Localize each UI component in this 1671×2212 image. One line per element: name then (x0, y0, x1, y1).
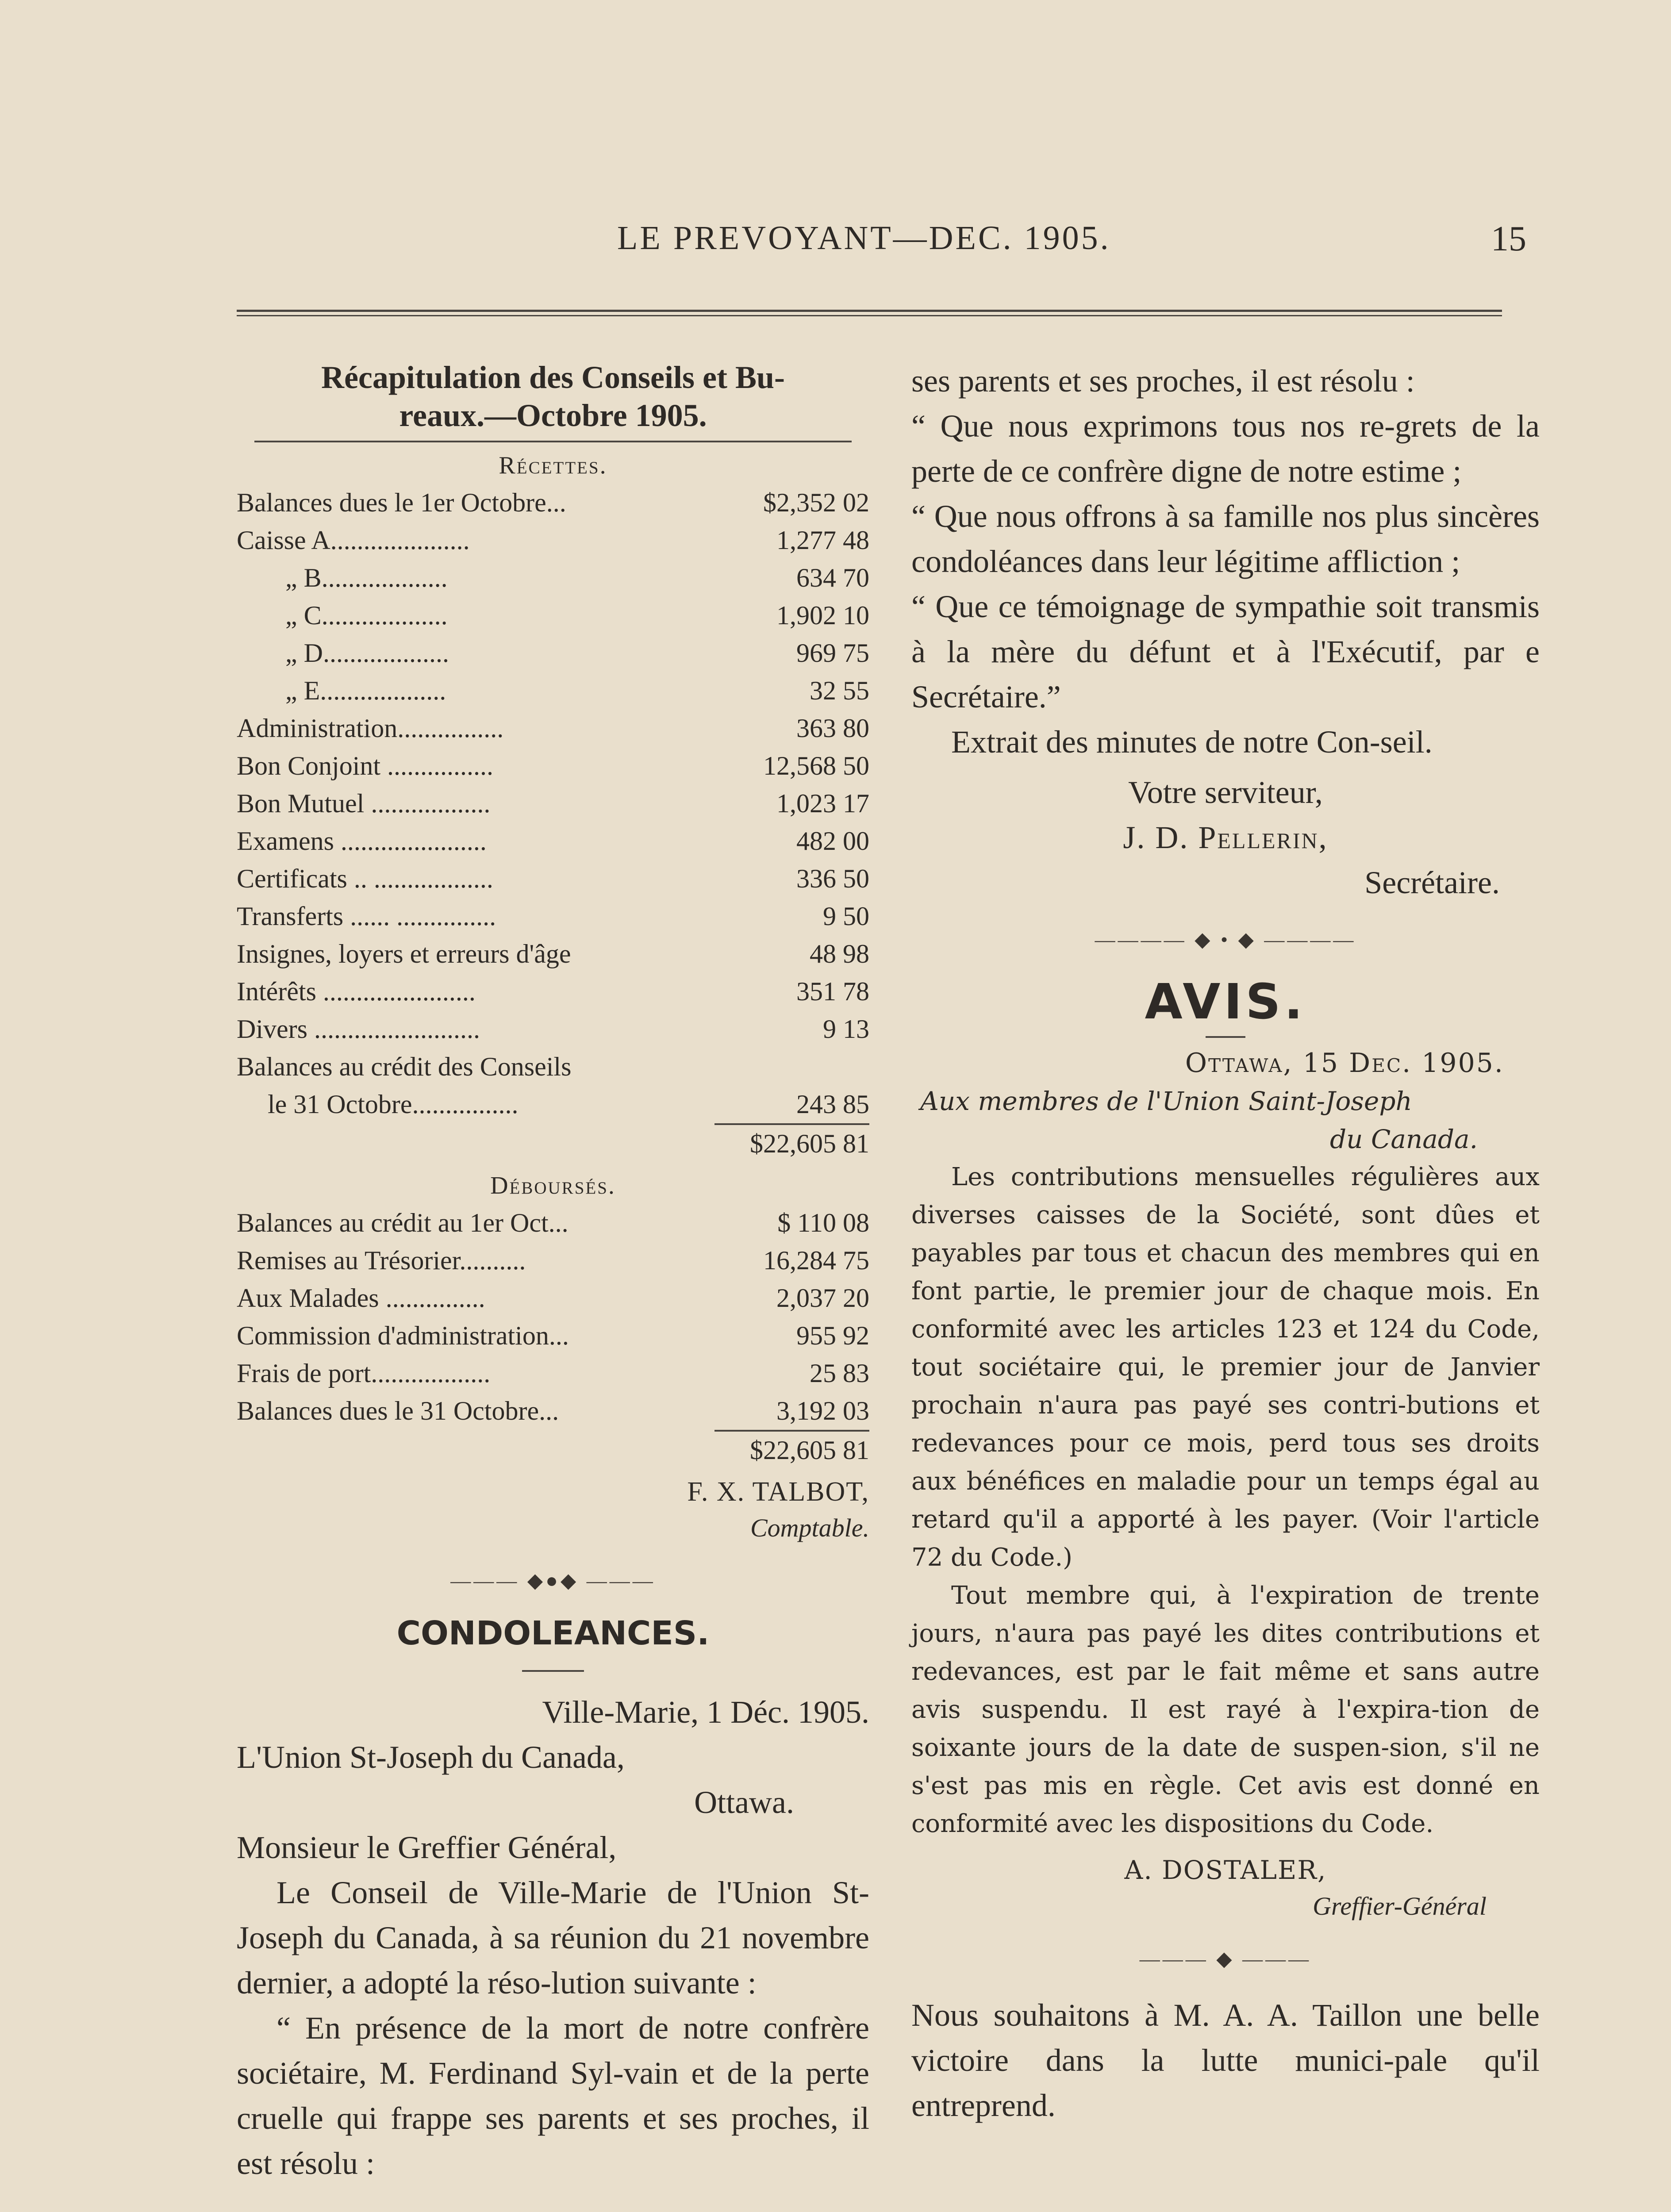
resolution-preamble-end: ses parents et ses proches, il est résolu : (911, 363, 1415, 399)
recap-title-rule (254, 441, 852, 442)
ledger-row: Balances au crédit des Conseils (237, 1052, 572, 1081)
condoleances-title: CONDOLEANCES. (396, 1614, 710, 1652)
ledger-row: Frais de port.................. 25 83 (237, 1359, 869, 1388)
ledger-row: Balances au crédit au 1er Oct... $ 110 08 (237, 1208, 869, 1237)
ledger-row: Commission d'administration... 955 92 (237, 1321, 869, 1350)
disbursements-ledger (237, 1204, 869, 1469)
ledger-row: Balances dues le 1er Octobre... $2,352 02 (237, 488, 869, 517)
disbursements-heading: Déboursés. (490, 1172, 616, 1199)
ornament-divider: ——— ◆ ——— (1139, 1947, 1312, 1970)
ledger-row: Insignes, loyers et erreurs d'âge 48 98 (237, 939, 869, 968)
header-rule-thin (237, 315, 1502, 316)
disbursements-total: $22,605 81 (714, 1430, 869, 1469)
running-title: LE PREVOYANT—DEC. 1905. (617, 219, 1111, 257)
ledger-total-row (237, 1123, 869, 1163)
avis-rule (1206, 1036, 1245, 1038)
ledger-row: Caisse A..................... 1,277 48 (237, 526, 869, 555)
receipts-heading: Récettes. (499, 452, 607, 479)
avis-signature: A. DOSTALER, Greffier-Général (1124, 1855, 1487, 1920)
right-column (911, 358, 1540, 2128)
recap-signature: F. X. TALBOT, Comptable. (687, 1477, 869, 1542)
ornament-divider: ———— ◆ • ◆ ———— (1095, 928, 1356, 951)
receipts-ledger (237, 484, 869, 1163)
page-number: 15 (1491, 219, 1526, 258)
ledger-row: le 31 Octobre................ 243 85 (268, 1090, 869, 1119)
recap-title: Récapitulation des Conseils et Bu- reaux.—Octobre 1905. (321, 360, 785, 433)
left-column (237, 358, 869, 2181)
ledger-row: „ C................... 1,902 10 (285, 601, 869, 630)
closing-note: Nous souhaitons à M. A. A. Taillon une belle victoire dans la lutte munici-pale qu'il entreprend. (911, 1997, 1540, 2123)
ledger-row: Examens ...................... 482 00 (237, 826, 869, 856)
ledger-row: „ E................... 32 55 (285, 676, 869, 705)
ledger-row: Bon Mutuel .................. 1,023 17 (237, 789, 869, 818)
ledger-row: Intérêts ....................... 351 78 (237, 977, 869, 1006)
header-rule (237, 310, 1502, 312)
condoleances-continued: ses parents et ses proches, il est résolu : “ Que nous exprimons tous nos re-grets de la perte de ce confrère digne de notre estime ; “ Que nous offrons à sa famille nos plus sincères condoléances dans leur légitime affliction ; “ Que ce témoignage de sympathie soit transmis à la mère du défunt et à l'Exécutif, par e Secrétaire.” Extrait des minutes de notre Con-seil. Votre serviteur, J. D. Pellerin, Secrétaire. (911, 358, 1540, 905)
ledger-total-row (237, 1430, 869, 1469)
ledger-row: Bon Conjoint ................ 12,568 50 (237, 751, 869, 780)
ledger-row: Administration................ 363 80 (237, 714, 869, 743)
receipts-total: $22,605 81 (714, 1123, 869, 1163)
ledger-row: Balances dues le 31 Octobre... 3,192 03 (237, 1396, 869, 1425)
avis-notice: Ottawa, 15 Dec. 1905. Aux membres de l'Union Saint-Joseph du Canada. Les contributions mensuelles régulières aux diverses caisses de la Société, sont dûes et payables par tous et chacun des membres qui en font partie, le premier jour de chaque mois. En conformité avec les articles 123 et 124 du Code, tout sociétaire qui, le premier jour de Janvier prochain n'aura pas payé ses contri-butions et redevances pour ce mois, perd tous ses droits aux bénéfices en maladie pour un temps égal au retard qu'il a apporté à les payer. (Voir l'article 72 du Code.) Tout membre qui, à l'expiration de trente jours, n'aura pas payé les dites contributions et redevances, est par le fait même et sans autre avis suspendu. Il est rayé à l'expira-tion de soixante jours de la date de suspen-sion, s'il ne s'est pas mis en règle. Cet avis est donné en conformité avec les dispositions du Code. (911, 1048, 1540, 1838)
ledger-row: Remises au Trésorier.......... 16,284 75 (237, 1246, 869, 1275)
ledger-row: „ D................... 969 75 (285, 638, 869, 668)
avis-title: AVIS. (1145, 973, 1306, 1030)
ledger-row: „ B................... 634 70 (285, 563, 869, 592)
condoleances-rule (522, 1670, 584, 1672)
ledger-row: Transferts ...... ............... 9 50 (237, 902, 869, 931)
ledger-row: Certificats .. .................. 336 50 (237, 864, 869, 893)
condoleances-letter: Ville-Marie, 1 Déc. 1905. L'Union St-Joseph du Canada, Ottawa. Monsieur le Greffier Général, Le Conseil de Ville-Marie de l'Union St-Joseph du Canada, à sa réunion du 21 novembre dernier, a adopté la réso-lution suivante : “ En présence de la mort de notre confrère sociétaire, M. Ferdinand Syl-vain et de la perte cruelle qui frappe ses parents et ses proches, il est résolu : (237, 1694, 869, 2181)
ledger-row: Divers ......................... 9 13 (237, 1014, 869, 1044)
ornament-divider: ——— ◆●◆ ——— (450, 1569, 656, 1592)
ledger-row: Aux Malades ............... 2,037 20 (237, 1283, 869, 1313)
